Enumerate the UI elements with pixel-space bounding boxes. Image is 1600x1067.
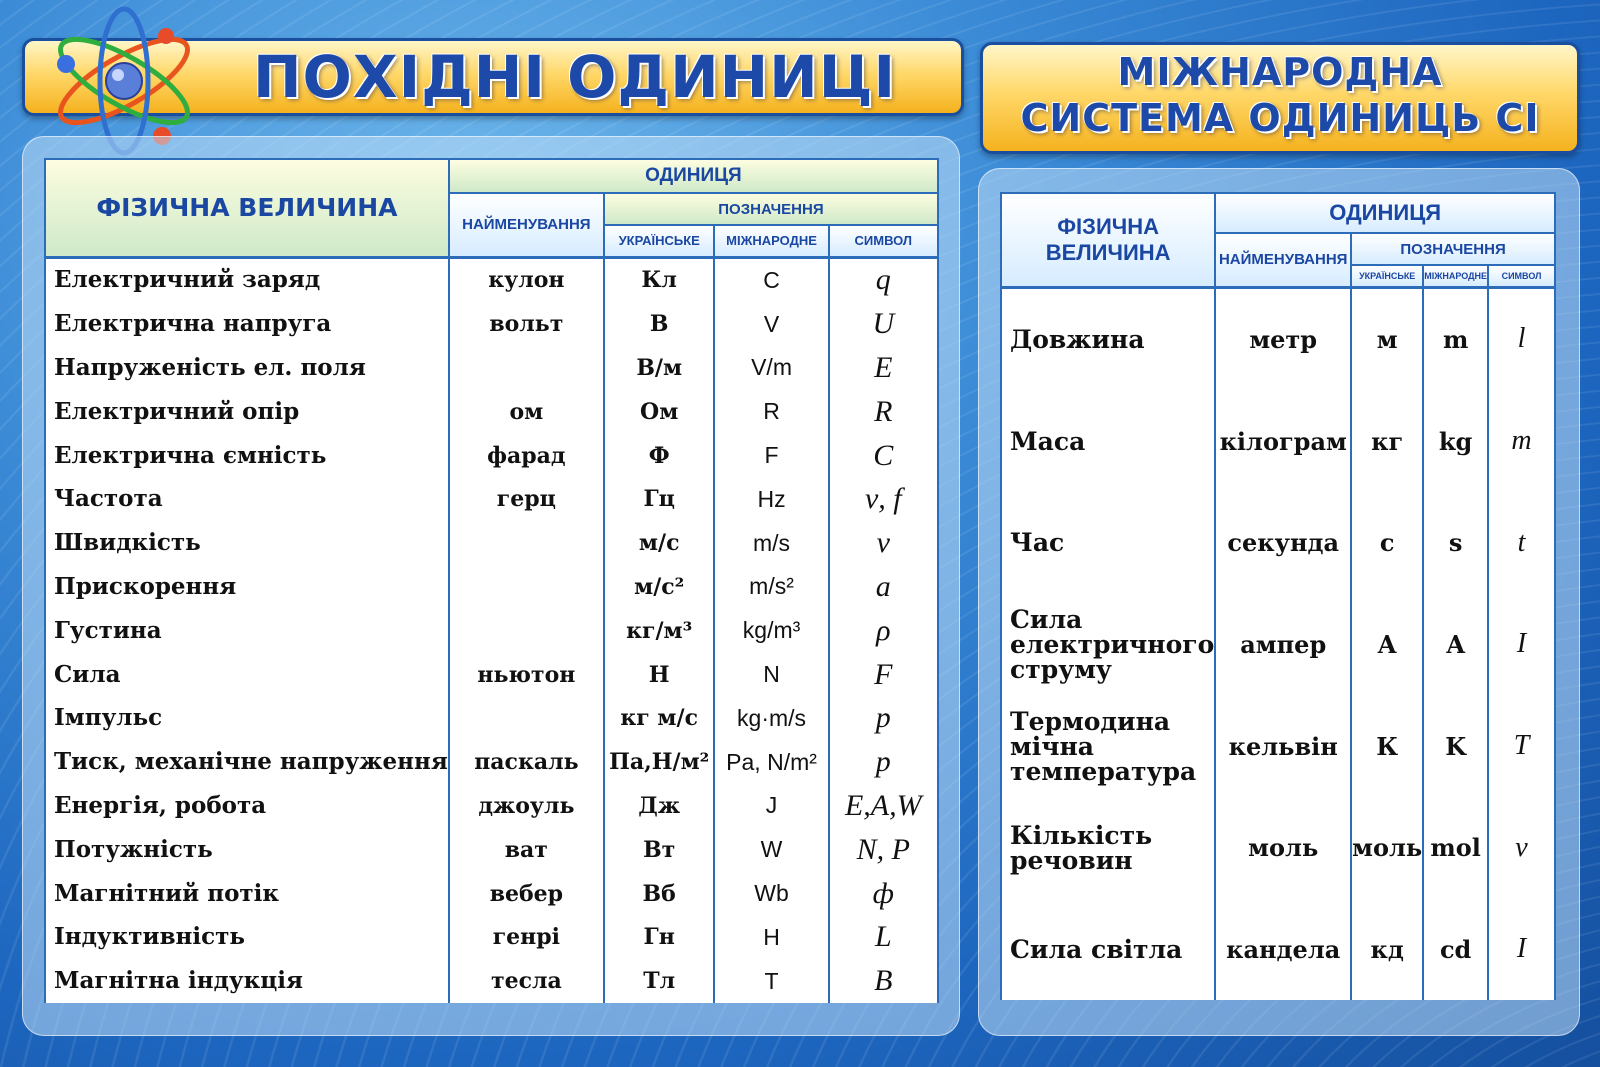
quantity-cell: Густина xyxy=(45,609,449,653)
ukrainian-designation-cell: кг/м³ xyxy=(604,609,715,653)
international-designation-cell: N xyxy=(714,653,828,697)
right-title-line2: СИСТЕМА ОДИНИЦЬ СІ xyxy=(1020,96,1540,140)
ukrainian-designation-cell: моль xyxy=(1351,797,1423,899)
header-name: НАЙМЕНУВАННЯ xyxy=(449,193,604,257)
table-row xyxy=(1001,899,1555,1001)
ukrainian-designation-cell: Ом xyxy=(604,390,715,434)
left-title: ПОХІДНІ ОДИНИЦІ xyxy=(253,43,897,111)
international-designation-cell: kg xyxy=(1423,390,1488,492)
international-designation-cell: A xyxy=(1423,594,1488,696)
symbol-cell: C xyxy=(829,434,938,478)
symbol-cell: I xyxy=(1488,899,1555,1001)
header-symbol: СИМВОЛ xyxy=(829,225,938,257)
quantity-cell: Термодина мічна температура xyxy=(1001,695,1215,797)
international-designation-cell: V xyxy=(714,302,828,346)
international-designation-cell: F xyxy=(714,434,828,478)
ukrainian-designation-cell: Вт xyxy=(604,828,715,872)
table-row xyxy=(45,609,938,653)
international-designation-cell: H xyxy=(714,915,828,959)
symbol-cell: p xyxy=(829,696,938,740)
si-units-table xyxy=(1000,192,1556,1000)
symbol-cell: E,A,W xyxy=(829,784,938,828)
ukrainian-designation-cell: кд xyxy=(1351,899,1423,1001)
quantity-cell: Електричний заряд xyxy=(45,257,449,302)
ukrainian-designation-cell: Ф xyxy=(604,434,715,478)
international-designation-cell: kg·m/s xyxy=(714,696,828,740)
table-row xyxy=(45,653,938,697)
symbol-cell: a xyxy=(829,565,938,609)
unit-name-cell xyxy=(449,346,604,390)
international-designation-cell: C xyxy=(714,257,828,302)
ukrainian-designation-cell: Па,Н/м² xyxy=(604,740,715,784)
quantity-cell: Магнітна індукція xyxy=(45,959,449,1003)
header-ukrainian: УКРАЇНСЬКЕ xyxy=(1351,265,1423,287)
ukrainian-designation-cell: В xyxy=(604,302,715,346)
header-unit: ОДИНИЦЯ xyxy=(449,159,938,193)
ukrainian-designation-cell: с xyxy=(1351,492,1423,594)
symbol-cell: F xyxy=(829,653,938,697)
table-row xyxy=(1001,390,1555,492)
international-designation-cell: mol xyxy=(1423,797,1488,899)
symbol-cell: L xyxy=(829,915,938,959)
table-row xyxy=(45,565,938,609)
unit-name-cell: кандела xyxy=(1215,899,1351,1001)
symbol-cell: N, P xyxy=(829,828,938,872)
ukrainian-designation-cell: Н xyxy=(604,653,715,697)
symbol-cell: ρ xyxy=(829,609,938,653)
unit-name-cell: генрі xyxy=(449,915,604,959)
header-international: МІЖНАРОДНЕ xyxy=(1423,265,1488,287)
quantity-cell: Прискорення xyxy=(45,565,449,609)
symbol-cell: ф xyxy=(829,872,938,916)
symbol-cell: I xyxy=(1488,594,1555,696)
table-row xyxy=(45,390,938,434)
international-designation-cell: V/m xyxy=(714,346,828,390)
ukrainian-designation-cell: В/м xyxy=(604,346,715,390)
quantity-cell: Потужність xyxy=(45,828,449,872)
header-unit: ОДИНИЦЯ xyxy=(1215,193,1555,233)
table-row xyxy=(45,828,938,872)
table-row xyxy=(45,302,938,346)
right-title-banner xyxy=(980,42,1580,154)
ukrainian-designation-cell: Тл xyxy=(604,959,715,1003)
quantity-cell: Сила xyxy=(45,653,449,697)
international-designation-cell: W xyxy=(714,828,828,872)
quantity-cell: Кількість речовин xyxy=(1001,797,1215,899)
header-name: НАЙМЕНУВАННЯ xyxy=(1215,233,1351,287)
table-row xyxy=(45,959,938,1003)
quantity-cell: Електрична ємність xyxy=(45,434,449,478)
symbol-cell: m xyxy=(1488,390,1555,492)
symbol-cell: B xyxy=(829,959,938,1003)
table-row xyxy=(45,434,938,478)
unit-name-cell xyxy=(449,696,604,740)
table-row xyxy=(1001,797,1555,899)
symbol-cell: t xyxy=(1488,492,1555,594)
unit-name-cell: кельвін xyxy=(1215,695,1351,797)
international-designation-cell: Hz xyxy=(714,477,828,521)
unit-name-cell: секунда xyxy=(1215,492,1351,594)
symbol-cell: ν, f xyxy=(829,477,938,521)
header-designation: ПОЗНАЧЕННЯ xyxy=(604,193,938,225)
ukrainian-designation-cell: Гн xyxy=(604,915,715,959)
quantity-cell: Індуктивність xyxy=(45,915,449,959)
international-designation-cell: m/s² xyxy=(714,565,828,609)
quantity-cell: Довжина xyxy=(1001,287,1215,390)
symbol-cell: T xyxy=(1488,695,1555,797)
unit-name-cell: тесла xyxy=(449,959,604,1003)
ukrainian-designation-cell: А xyxy=(1351,594,1423,696)
quantity-cell: Електрична напруга xyxy=(45,302,449,346)
table-row xyxy=(45,346,938,390)
unit-name-cell: моль xyxy=(1215,797,1351,899)
symbol-cell: p xyxy=(829,740,938,784)
unit-name-cell xyxy=(449,565,604,609)
international-designation-cell: T xyxy=(714,959,828,1003)
header-symbol: СИМВОЛ xyxy=(1488,265,1555,287)
international-designation-cell: cd xyxy=(1423,899,1488,1001)
ukrainian-designation-cell: м xyxy=(1351,287,1423,390)
unit-name-cell xyxy=(449,521,604,565)
international-designation-cell: Pa, N/m² xyxy=(714,740,828,784)
symbol-cell: U xyxy=(829,302,938,346)
table-row xyxy=(45,784,938,828)
table-row xyxy=(1001,594,1555,696)
table-row xyxy=(45,696,938,740)
ukrainian-designation-cell: м/с xyxy=(604,521,715,565)
header-international: МІЖНАРОДНЕ xyxy=(714,225,828,257)
symbol-cell: ν xyxy=(1488,797,1555,899)
ukrainian-designation-cell: м/с² xyxy=(604,565,715,609)
unit-name-cell: ват xyxy=(449,828,604,872)
ukrainian-designation-cell: Вб xyxy=(604,872,715,916)
header-ukrainian: УКРАЇНСЬКЕ xyxy=(604,225,715,257)
symbol-cell: v xyxy=(829,521,938,565)
international-designation-cell: s xyxy=(1423,492,1488,594)
header-quantity xyxy=(1001,193,1215,287)
table-row xyxy=(1001,287,1555,390)
unit-name-cell: герц xyxy=(449,477,604,521)
quantity-cell: Тиск, механічне напруження xyxy=(45,740,449,784)
unit-name-cell: ньютон xyxy=(449,653,604,697)
international-designation-cell: Wb xyxy=(714,872,828,916)
quantity-cell: Швидкість xyxy=(45,521,449,565)
unit-name-cell: кулон xyxy=(449,257,604,302)
unit-name-cell: ампер xyxy=(1215,594,1351,696)
quantity-cell: Імпульс xyxy=(45,696,449,740)
quantity-cell: Електричний опір xyxy=(45,390,449,434)
quantity-cell: Напруженість ел. поля xyxy=(45,346,449,390)
international-designation-cell: m/s xyxy=(714,521,828,565)
unit-name-cell: паскаль xyxy=(449,740,604,784)
ukrainian-designation-cell: Кл xyxy=(604,257,715,302)
table-row xyxy=(45,872,938,916)
right-title xyxy=(983,49,1577,141)
header-designation: ПОЗНАЧЕННЯ xyxy=(1351,233,1555,265)
header-quantity: ФІЗИЧНА ВЕЛИЧИНА xyxy=(45,159,449,257)
table-row xyxy=(1001,492,1555,594)
ukrainian-designation-cell: К xyxy=(1351,695,1423,797)
unit-name-cell: метр xyxy=(1215,287,1351,390)
unit-name-cell: ом xyxy=(449,390,604,434)
unit-name-cell: кілограм xyxy=(1215,390,1351,492)
table-row xyxy=(45,257,938,302)
international-designation-cell: kg/m³ xyxy=(714,609,828,653)
unit-name-cell: джоуль xyxy=(449,784,604,828)
quantity-cell: Сила електричного струму xyxy=(1001,594,1215,696)
table-row xyxy=(45,521,938,565)
symbol-cell: l xyxy=(1488,287,1555,390)
quantity-cell: Магнітний потік xyxy=(45,872,449,916)
ukrainian-designation-cell: Дж xyxy=(604,784,715,828)
symbol-cell: R xyxy=(829,390,938,434)
unit-name-cell: вебер xyxy=(449,872,604,916)
table-row xyxy=(45,740,938,784)
header-quantity-text: ФІЗИЧНА ВЕЛИЧИНА xyxy=(1045,213,1171,265)
ukrainian-designation-cell: Гц xyxy=(604,477,715,521)
derived-units-table xyxy=(44,158,939,1003)
ukrainian-designation-cell: кг xyxy=(1351,390,1423,492)
international-designation-cell: R xyxy=(714,390,828,434)
international-designation-cell: K xyxy=(1423,695,1488,797)
quantity-cell: Маса xyxy=(1001,390,1215,492)
table-row xyxy=(1001,695,1555,797)
unit-name-cell: фарад xyxy=(449,434,604,478)
quantity-cell: Час xyxy=(1001,492,1215,594)
quantity-cell: Енергія, робота xyxy=(45,784,449,828)
symbol-cell: q xyxy=(829,257,938,302)
table-row xyxy=(45,477,938,521)
quantity-cell: Сила світла xyxy=(1001,899,1215,1001)
ukrainian-designation-cell: кг м/с xyxy=(604,696,715,740)
international-designation-cell: J xyxy=(714,784,828,828)
table-row xyxy=(45,915,938,959)
right-title-line1: МІЖНАРОДНА xyxy=(1117,50,1443,94)
atom-icon xyxy=(44,6,204,156)
quantity-cell: Частота xyxy=(45,477,449,521)
unit-name-cell: вольт xyxy=(449,302,604,346)
symbol-cell: E xyxy=(829,346,938,390)
unit-name-cell xyxy=(449,609,604,653)
international-designation-cell: m xyxy=(1423,287,1488,390)
